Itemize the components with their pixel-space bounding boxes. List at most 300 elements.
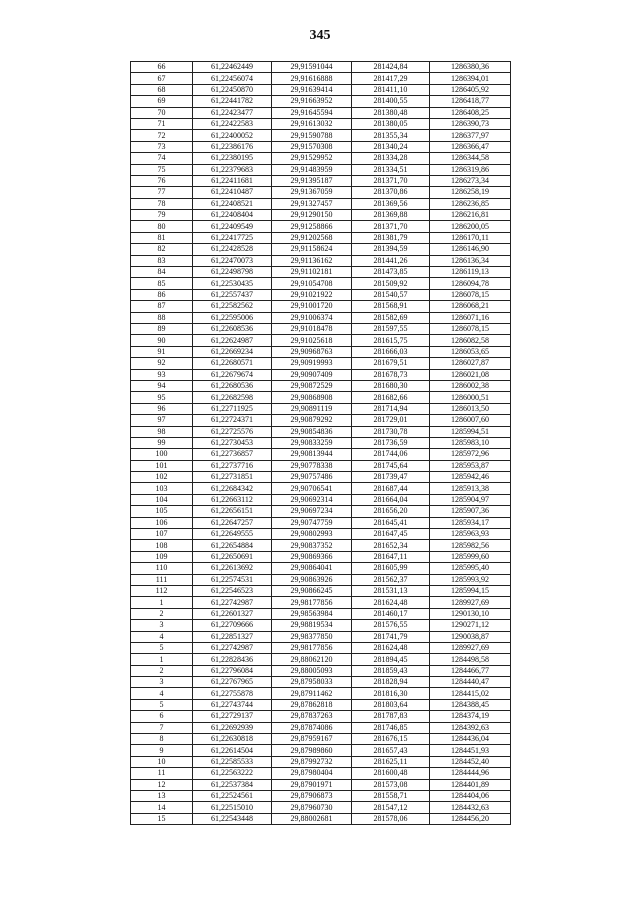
easting-cell: 1284451,93: [430, 745, 511, 756]
longitude-cell: 29,87980404: [272, 768, 352, 779]
point-number-cell: 108: [131, 540, 193, 551]
northing-cell: 281597,55: [352, 323, 430, 334]
page-number: 345: [309, 28, 331, 43]
point-number-cell: 106: [131, 517, 193, 528]
northing-cell: 281540,57: [352, 289, 430, 300]
northing-cell: 281680,30: [352, 380, 430, 391]
easting-cell: 1289927,69: [430, 642, 511, 653]
easting-cell: 1286380,36: [430, 62, 511, 73]
easting-cell: 1286053,65: [430, 346, 511, 357]
latitude-cell: 61,22680571: [193, 358, 272, 369]
longitude-cell: 29,91202568: [272, 232, 352, 243]
easting-cell: 1285994,15: [430, 585, 511, 596]
latitude-cell: 61,22530435: [193, 278, 272, 289]
latitude-cell: 61,22408521: [193, 198, 272, 209]
longitude-cell: 29,87862818: [272, 699, 352, 710]
latitude-cell: 61,22422583: [193, 118, 272, 129]
northing-cell: 281682,66: [352, 392, 430, 403]
easting-cell: 1284404,06: [430, 791, 511, 802]
latitude-cell: 61,22731851: [193, 472, 272, 483]
latitude-cell: 61,22828436: [193, 654, 272, 665]
table-row: [131, 221, 511, 232]
easting-cell: 1290038,87: [430, 631, 511, 642]
table-row: [131, 358, 511, 369]
point-number-cell: 105: [131, 506, 193, 517]
longitude-cell: 29,91613032: [272, 118, 352, 129]
point-number-cell: 81: [131, 232, 193, 243]
longitude-cell: 29,87959167: [272, 734, 352, 745]
northing-cell: 281652,34: [352, 540, 430, 551]
point-number-cell: 73: [131, 141, 193, 152]
longitude-cell: 29,91639414: [272, 84, 352, 95]
point-number-cell: 90: [131, 335, 193, 346]
latitude-cell: 61,22400052: [193, 130, 272, 141]
easting-cell: 1285942,46: [430, 472, 511, 483]
northing-cell: 281828,94: [352, 677, 430, 688]
northing-cell: 281657,43: [352, 745, 430, 756]
longitude-cell: 29,90706541: [272, 483, 352, 494]
easting-cell: 1286119,13: [430, 267, 511, 278]
longitude-cell: 29,91290150: [272, 210, 352, 221]
point-number-cell: 72: [131, 130, 193, 141]
longitude-cell: 29,90968763: [272, 346, 352, 357]
latitude-cell: 61,22428528: [193, 244, 272, 255]
easting-cell: 1284432,63: [430, 802, 511, 813]
table-row: [131, 415, 511, 426]
point-number-cell: 11: [131, 768, 193, 779]
point-number-cell: 10: [131, 756, 193, 767]
easting-cell: 1286078,15: [430, 323, 511, 334]
point-number-cell: 70: [131, 107, 193, 118]
northing-cell: 281803,64: [352, 699, 430, 710]
easting-cell: 1284440,47: [430, 677, 511, 688]
table-row: [131, 722, 511, 733]
table-row: [131, 267, 511, 278]
longitude-cell: 29,91529952: [272, 153, 352, 164]
latitude-cell: 61,22408404: [193, 210, 272, 221]
table-row: [131, 369, 511, 380]
longitude-cell: 29,87901971: [272, 779, 352, 790]
longitude-cell: 29,87960730: [272, 802, 352, 813]
northing-cell: 281615,75: [352, 335, 430, 346]
northing-cell: 281473,85: [352, 267, 430, 278]
longitude-cell: 29,98563984: [272, 608, 352, 619]
easting-cell: 1286405,92: [430, 84, 511, 95]
table-row: [131, 289, 511, 300]
longitude-cell: 29,91006374: [272, 312, 352, 323]
longitude-cell: 29,98377850: [272, 631, 352, 642]
latitude-cell: 61,22679674: [193, 369, 272, 380]
point-number-cell: 112: [131, 585, 193, 596]
latitude-cell: 61,22379683: [193, 164, 272, 175]
latitude-cell: 61,22736857: [193, 449, 272, 460]
longitude-cell: 29,91102181: [272, 267, 352, 278]
table-row: [131, 699, 511, 710]
longitude-cell: 29,91395187: [272, 175, 352, 186]
point-number-cell: 5: [131, 699, 193, 710]
northing-cell: 281576,55: [352, 620, 430, 631]
easting-cell: 1284436,04: [430, 734, 511, 745]
table-row: [131, 175, 511, 186]
table-row: [131, 688, 511, 699]
table-row: [131, 312, 511, 323]
latitude-cell: 61,22456074: [193, 73, 272, 84]
easting-cell: 1284456,20: [430, 813, 511, 824]
latitude-cell: 61,22613692: [193, 563, 272, 574]
easting-cell: 1286007,60: [430, 415, 511, 426]
point-number-cell: 2: [131, 608, 193, 619]
easting-cell: 1284444,96: [430, 768, 511, 779]
latitude-cell: 61,22608536: [193, 323, 272, 334]
longitude-cell: 29,90891119: [272, 403, 352, 414]
northing-cell: 281400,55: [352, 96, 430, 107]
northing-cell: 281460,17: [352, 608, 430, 619]
easting-cell: 1285995,40: [430, 563, 511, 574]
latitude-cell: 61,22711925: [193, 403, 272, 414]
easting-cell: 1286366,47: [430, 141, 511, 152]
longitude-cell: 29,90757486: [272, 472, 352, 483]
northing-cell: 281371,70: [352, 175, 430, 186]
easting-cell: 1285983,10: [430, 437, 511, 448]
easting-cell: 1286344,58: [430, 153, 511, 164]
longitude-cell: 29,90854836: [272, 426, 352, 437]
table-row: [131, 198, 511, 209]
northing-cell: 281625,11: [352, 756, 430, 767]
point-number-cell: 7: [131, 722, 193, 733]
point-number-cell: 8: [131, 734, 193, 745]
easting-cell: 1285913,38: [430, 483, 511, 494]
point-number-cell: 86: [131, 289, 193, 300]
longitude-cell: 29,87906873: [272, 791, 352, 802]
point-number-cell: 75: [131, 164, 193, 175]
point-number-cell: 68: [131, 84, 193, 95]
longitude-cell: 29,98177856: [272, 642, 352, 653]
point-number-cell: 9: [131, 745, 193, 756]
latitude-cell: 61,22663112: [193, 494, 272, 505]
latitude-cell: 61,22585533: [193, 756, 272, 767]
northing-cell: 281394,59: [352, 244, 430, 255]
table-row: [131, 437, 511, 448]
point-number-cell: 95: [131, 392, 193, 403]
point-number-cell: 6: [131, 711, 193, 722]
point-number-cell: 99: [131, 437, 193, 448]
point-number-cell: 83: [131, 255, 193, 266]
table-row: [131, 494, 511, 505]
easting-cell: 1286082,58: [430, 335, 511, 346]
point-number-cell: 91: [131, 346, 193, 357]
table-row: [131, 665, 511, 676]
table-row: [131, 244, 511, 255]
coordinates-table: [130, 61, 511, 825]
table-row: [131, 107, 511, 118]
longitude-cell: 29,90837352: [272, 540, 352, 551]
latitude-cell: 61,22563222: [193, 768, 272, 779]
northing-cell: 281582,69: [352, 312, 430, 323]
latitude-cell: 61,22423477: [193, 107, 272, 118]
table-row: [131, 255, 511, 266]
longitude-cell: 29,91136162: [272, 255, 352, 266]
point-number-cell: 79: [131, 210, 193, 221]
table-row: [131, 392, 511, 403]
latitude-cell: 61,22441782: [193, 96, 272, 107]
northing-cell: 281334,51: [352, 164, 430, 175]
longitude-cell: 29,91570308: [272, 141, 352, 152]
latitude-cell: 61,22515010: [193, 802, 272, 813]
table-row: [131, 768, 511, 779]
table-row: [131, 813, 511, 824]
easting-cell: 1286170,11: [430, 232, 511, 243]
latitude-cell: 61,22684342: [193, 483, 272, 494]
longitude-cell: 29,90802993: [272, 529, 352, 540]
longitude-cell: 29,87958033: [272, 677, 352, 688]
point-number-cell: 13: [131, 791, 193, 802]
latitude-cell: 61,22682598: [193, 392, 272, 403]
easting-cell: 1284388,45: [430, 699, 511, 710]
table-row: [131, 153, 511, 164]
table-row: [131, 540, 511, 551]
longitude-cell: 29,90866245: [272, 585, 352, 596]
table-row: [131, 141, 511, 152]
table-row: [131, 802, 511, 813]
latitude-cell: 61,22386176: [193, 141, 272, 152]
table-row: [131, 335, 511, 346]
northing-cell: 281714,94: [352, 403, 430, 414]
table-row: [131, 551, 511, 562]
point-number-cell: 71: [131, 118, 193, 129]
northing-cell: 281859,43: [352, 665, 430, 676]
northing-cell: 281369,88: [352, 210, 430, 221]
latitude-cell: 61,22743744: [193, 699, 272, 710]
latitude-cell: 61,22582562: [193, 301, 272, 312]
latitude-cell: 61,22462449: [193, 62, 272, 73]
table-row: [131, 779, 511, 790]
point-number-cell: 80: [131, 221, 193, 232]
point-number-cell: 12: [131, 779, 193, 790]
table-row: [131, 84, 511, 95]
longitude-cell: 29,90692314: [272, 494, 352, 505]
easting-cell: 1286319,86: [430, 164, 511, 175]
latitude-cell: 61,22614504: [193, 745, 272, 756]
point-number-cell: 3: [131, 677, 193, 688]
table-row: [131, 210, 511, 221]
table-row: [131, 631, 511, 642]
northing-cell: 281370,86: [352, 187, 430, 198]
easting-cell: 1286258,19: [430, 187, 511, 198]
latitude-cell: 61,22737716: [193, 460, 272, 471]
table-row: [131, 232, 511, 243]
point-number-cell: 2: [131, 665, 193, 676]
longitude-cell: 29,91258866: [272, 221, 352, 232]
easting-cell: 1286000,51: [430, 392, 511, 403]
point-number-cell: 96: [131, 403, 193, 414]
latitude-cell: 61,22851327: [193, 631, 272, 642]
longitude-cell: 29,91001720: [272, 301, 352, 312]
point-number-cell: 98: [131, 426, 193, 437]
longitude-cell: 29,88062120: [272, 654, 352, 665]
northing-cell: 281676,15: [352, 734, 430, 745]
longitude-cell: 29,87837263: [272, 711, 352, 722]
easting-cell: 1290130,10: [430, 608, 511, 619]
easting-cell: 1286021,08: [430, 369, 511, 380]
longitude-cell: 29,87989860: [272, 745, 352, 756]
table-row: [131, 608, 511, 619]
point-number-cell: 66: [131, 62, 193, 73]
point-number-cell: 93: [131, 369, 193, 380]
northing-cell: 281624,48: [352, 597, 430, 608]
easting-cell: 1286146,90: [430, 244, 511, 255]
easting-cell: 1285994,51: [430, 426, 511, 437]
latitude-cell: 61,22730453: [193, 437, 272, 448]
table-row: [131, 118, 511, 129]
easting-cell: 1284401,89: [430, 779, 511, 790]
point-number-cell: 110: [131, 563, 193, 574]
longitude-cell: 29,91616888: [272, 73, 352, 84]
easting-cell: 1286200,05: [430, 221, 511, 232]
point-number-cell: 101: [131, 460, 193, 471]
latitude-cell: 61,22595006: [193, 312, 272, 323]
northing-cell: 281787,83: [352, 711, 430, 722]
table-row: [131, 517, 511, 528]
point-number-cell: 88: [131, 312, 193, 323]
longitude-cell: 29,90747759: [272, 517, 352, 528]
longitude-cell: 29,91663952: [272, 96, 352, 107]
northing-cell: 281679,51: [352, 358, 430, 369]
table-row: [131, 585, 511, 596]
table-row: [131, 301, 511, 312]
longitude-cell: 29,98177856: [272, 597, 352, 608]
latitude-cell: 61,22409549: [193, 221, 272, 232]
easting-cell: 1285963,93: [430, 529, 511, 540]
coordinates-table-body: [131, 62, 511, 825]
table-row: [131, 597, 511, 608]
latitude-cell: 61,22725576: [193, 426, 272, 437]
point-number-cell: 100: [131, 449, 193, 460]
easting-cell: 1286418,77: [430, 96, 511, 107]
northing-cell: 281730,78: [352, 426, 430, 437]
northing-cell: 281371,70: [352, 221, 430, 232]
table-row: [131, 426, 511, 437]
northing-cell: 281664,04: [352, 494, 430, 505]
longitude-cell: 29,91158624: [272, 244, 352, 255]
point-number-cell: 76: [131, 175, 193, 186]
easting-cell: 1289927,69: [430, 597, 511, 608]
longitude-cell: 29,90863926: [272, 574, 352, 585]
point-number-cell: 103: [131, 483, 193, 494]
easting-cell: 1286273,34: [430, 175, 511, 186]
northing-cell: 281573,08: [352, 779, 430, 790]
northing-cell: 281380,48: [352, 107, 430, 118]
latitude-cell: 61,22647257: [193, 517, 272, 528]
northing-cell: 281645,41: [352, 517, 430, 528]
longitude-cell: 29,91025618: [272, 335, 352, 346]
northing-cell: 281417,29: [352, 73, 430, 84]
easting-cell: 1284498,58: [430, 654, 511, 665]
northing-cell: 281424,84: [352, 62, 430, 73]
table-row: [131, 346, 511, 357]
easting-cell: 1286078,15: [430, 289, 511, 300]
longitude-cell: 29,90833259: [272, 437, 352, 448]
northing-cell: 281380,05: [352, 118, 430, 129]
point-number-cell: 107: [131, 529, 193, 540]
longitude-cell: 29,90868908: [272, 392, 352, 403]
longitude-cell: 29,91327457: [272, 198, 352, 209]
latitude-cell: 61,22411681: [193, 175, 272, 186]
northing-cell: 281666,03: [352, 346, 430, 357]
northing-cell: 281624,48: [352, 642, 430, 653]
longitude-cell: 29,90813944: [272, 449, 352, 460]
latitude-cell: 61,22524561: [193, 791, 272, 802]
point-number-cell: 85: [131, 278, 193, 289]
latitude-cell: 61,22417725: [193, 232, 272, 243]
easting-cell: 1286094,78: [430, 278, 511, 289]
longitude-cell: 29,91018478: [272, 323, 352, 334]
northing-cell: 281547,12: [352, 802, 430, 813]
northing-cell: 281687,44: [352, 483, 430, 494]
easting-cell: 1285972,96: [430, 449, 511, 460]
latitude-cell: 61,22498798: [193, 267, 272, 278]
latitude-cell: 61,22767965: [193, 677, 272, 688]
table-row: [131, 677, 511, 688]
northing-cell: 281741,79: [352, 631, 430, 642]
northing-cell: 281531,13: [352, 585, 430, 596]
latitude-cell: 61,22729137: [193, 711, 272, 722]
latitude-cell: 61,22796084: [193, 665, 272, 676]
table-row: [131, 734, 511, 745]
table-row: [131, 323, 511, 334]
point-number-cell: 5: [131, 642, 193, 653]
latitude-cell: 61,22630818: [193, 734, 272, 745]
northing-cell: 281647,45: [352, 529, 430, 540]
point-number-cell: 3: [131, 620, 193, 631]
easting-cell: 1286027,87: [430, 358, 511, 369]
easting-cell: 1286216,81: [430, 210, 511, 221]
table-row: [131, 164, 511, 175]
latitude-cell: 61,22601327: [193, 608, 272, 619]
northing-cell: 281736,59: [352, 437, 430, 448]
latitude-cell: 61,22742987: [193, 642, 272, 653]
easting-cell: 1286390,73: [430, 118, 511, 129]
longitude-cell: 29,88002681: [272, 813, 352, 824]
longitude-cell: 29,90778338: [272, 460, 352, 471]
longitude-cell: 29,90907409: [272, 369, 352, 380]
point-number-cell: 69: [131, 96, 193, 107]
longitude-cell: 29,91590788: [272, 130, 352, 141]
northing-cell: 281411,10: [352, 84, 430, 95]
point-number-cell: 109: [131, 551, 193, 562]
point-number-cell: 84: [131, 267, 193, 278]
easting-cell: 1286002,38: [430, 380, 511, 391]
table-row: [131, 278, 511, 289]
table-row: [131, 745, 511, 756]
northing-cell: 281578,06: [352, 813, 430, 824]
longitude-cell: 29,90869366: [272, 551, 352, 562]
table-row: [131, 483, 511, 494]
easting-cell: 1285934,17: [430, 517, 511, 528]
point-number-cell: 15: [131, 813, 193, 824]
longitude-cell: 29,90879292: [272, 415, 352, 426]
northing-cell: 281558,71: [352, 791, 430, 802]
point-number-cell: 89: [131, 323, 193, 334]
latitude-cell: 61,22380195: [193, 153, 272, 164]
northing-cell: 281746,85: [352, 722, 430, 733]
easting-cell: 1284415,02: [430, 688, 511, 699]
longitude-cell: 29,87992732: [272, 756, 352, 767]
table-row: [131, 380, 511, 391]
easting-cell: 1290271,12: [430, 620, 511, 631]
table-row: [131, 96, 511, 107]
point-number-cell: 14: [131, 802, 193, 813]
longitude-cell: 29,87911462: [272, 688, 352, 699]
